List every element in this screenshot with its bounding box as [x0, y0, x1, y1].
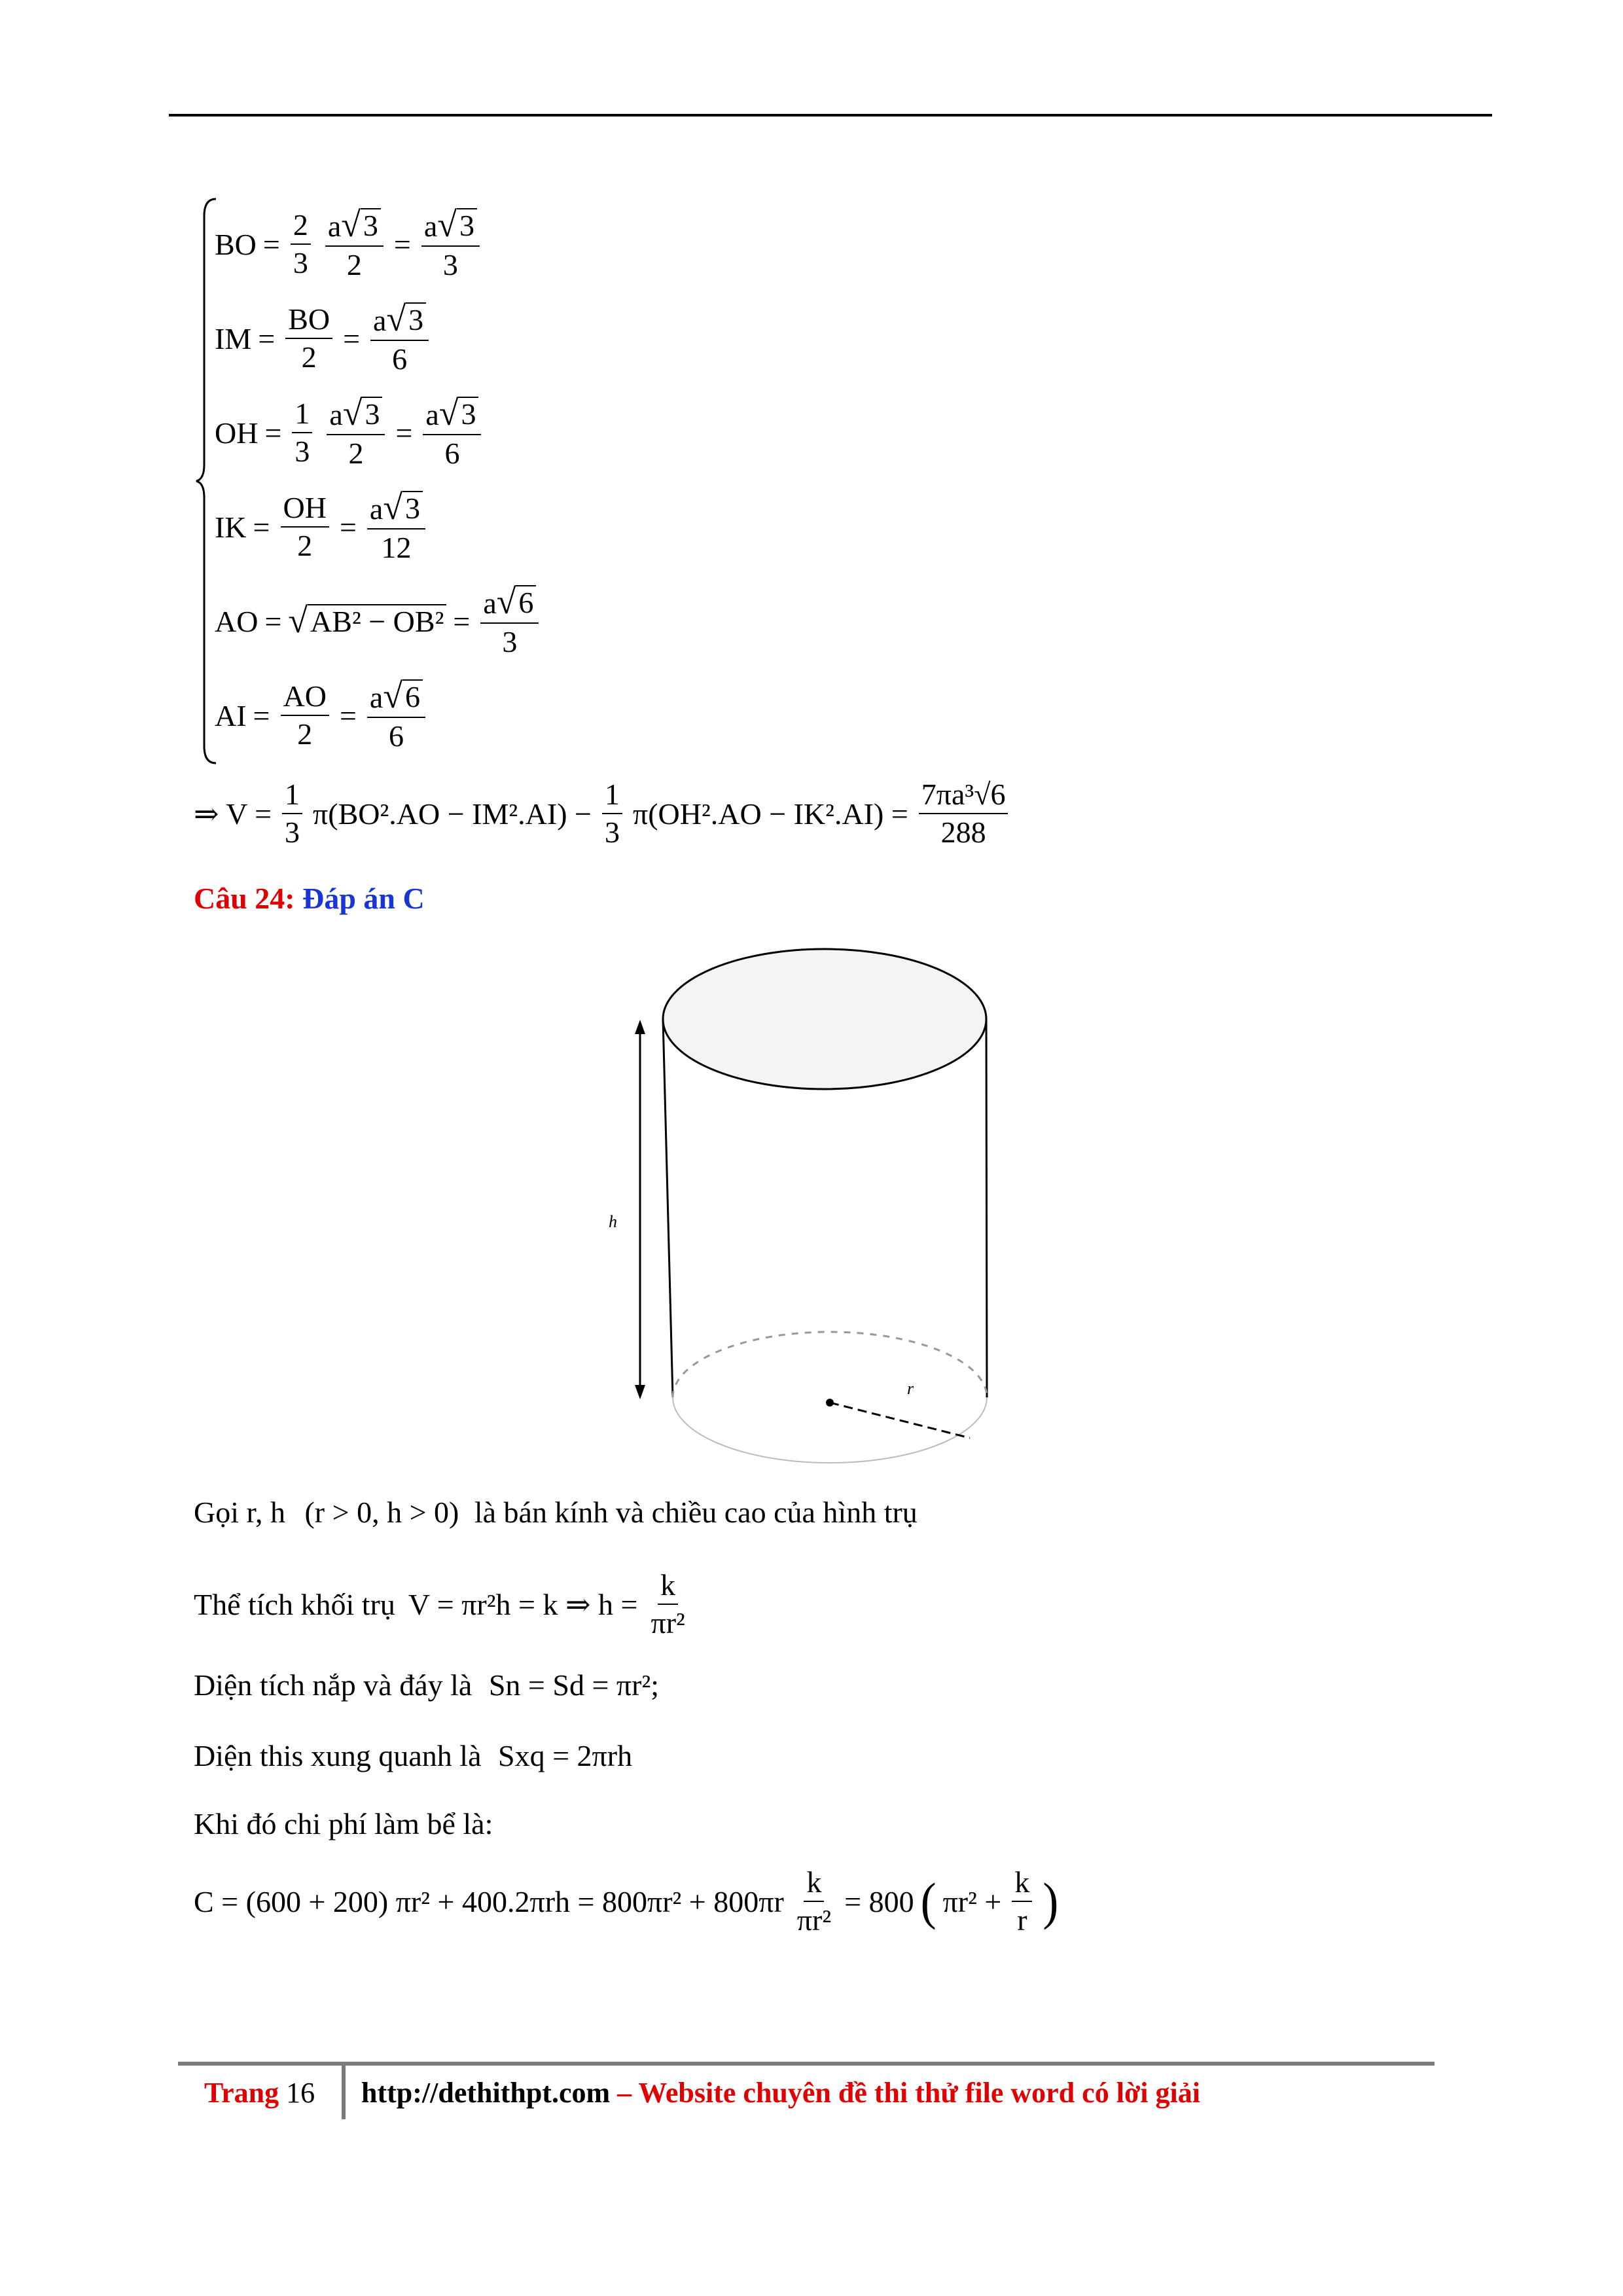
cylinder-left-side: [663, 1019, 673, 1397]
answer-label: Đáp án C: [302, 882, 425, 915]
footer-tagline: – Website chuyên đề thi thử file word có lời giải: [617, 2077, 1200, 2109]
header-rule: [169, 114, 1492, 117]
footer-url[interactable]: http://dethithpt.com: [361, 2077, 611, 2109]
line-dien-tich-nap: Diện tích nắp và đáy là Sn = Sd = πr²;: [194, 1668, 660, 1702]
eq-im: IM = $\frac{BO}{2}$ = a √ 3 6: [215, 302, 433, 375]
line-the-tich: Thể tích khối trụ V = πr²h = k ⇒ h = $\frac{k}{\text{πr²}}$: [194, 1568, 685, 1640]
question-label: Câu 24:: [194, 882, 295, 915]
eq-bo: BO = $\frac{2}{3}$ a √ 3 2 = a √ 3 3: [215, 208, 484, 281]
eq-oh: OH = $\frac{1}{3}$ a √ 3 2 = a √ 3 6: [215, 397, 485, 469]
radius-label: r: [907, 1379, 914, 1398]
height-label: h: [609, 1212, 617, 1231]
cylinder-top: [663, 949, 986, 1089]
eq-ik: IK = $\frac{OH}{2}$ = a √ 3 12: [215, 491, 429, 564]
line-dien-tich-xq: Diện this xung quanh là Sxq = 2πrh: [194, 1739, 633, 1772]
radius-line: [830, 1403, 970, 1438]
footer-divider: [342, 2066, 346, 2119]
eq-volume: ⇒ V = $\frac{1}{3}$ π(BO².AO − IM².AI) − $\frac{1}{3}$ π(OH².AO − IK².AI) = $\frac{\text{7πa³√6}}{288}$: [194, 779, 1012, 849]
cylinder-right-side: [986, 1019, 987, 1397]
footer-rule: [178, 2062, 1435, 2066]
cylinder-bottom-front: [673, 1397, 987, 1463]
eq-cost: C = (600 + 200) πr² + 400.2πrh = 800πr² + 800πr $\frac{k}{\text{πr²}}$ = 800 ( πr² + $\frac{k}{r}$ ): [194, 1865, 1059, 1937]
line-chi-phi: Khi đó chi phí làm bể là:: [194, 1807, 493, 1840]
eq-ao: AO = √ AB² − OB² = a √ 6 3: [215, 585, 543, 658]
cylinder-figure: [589, 936, 1060, 1473]
footer-trang: Trang: [204, 2077, 279, 2109]
cylinder-bottom-back: [673, 1332, 987, 1397]
footer-page-number: 16: [286, 2077, 315, 2109]
question-heading: [194, 884, 425, 914]
eq-ai: AI = $\frac{AO}{2}$ = a √ 6 6: [215, 679, 429, 752]
footer-site: [361, 2079, 1200, 2108]
line-goi: Gọi r, h (r > 0, h > 0) là bán kính và chiều cao của hình trụ: [194, 1496, 918, 1529]
footer-page: [204, 2079, 315, 2108]
